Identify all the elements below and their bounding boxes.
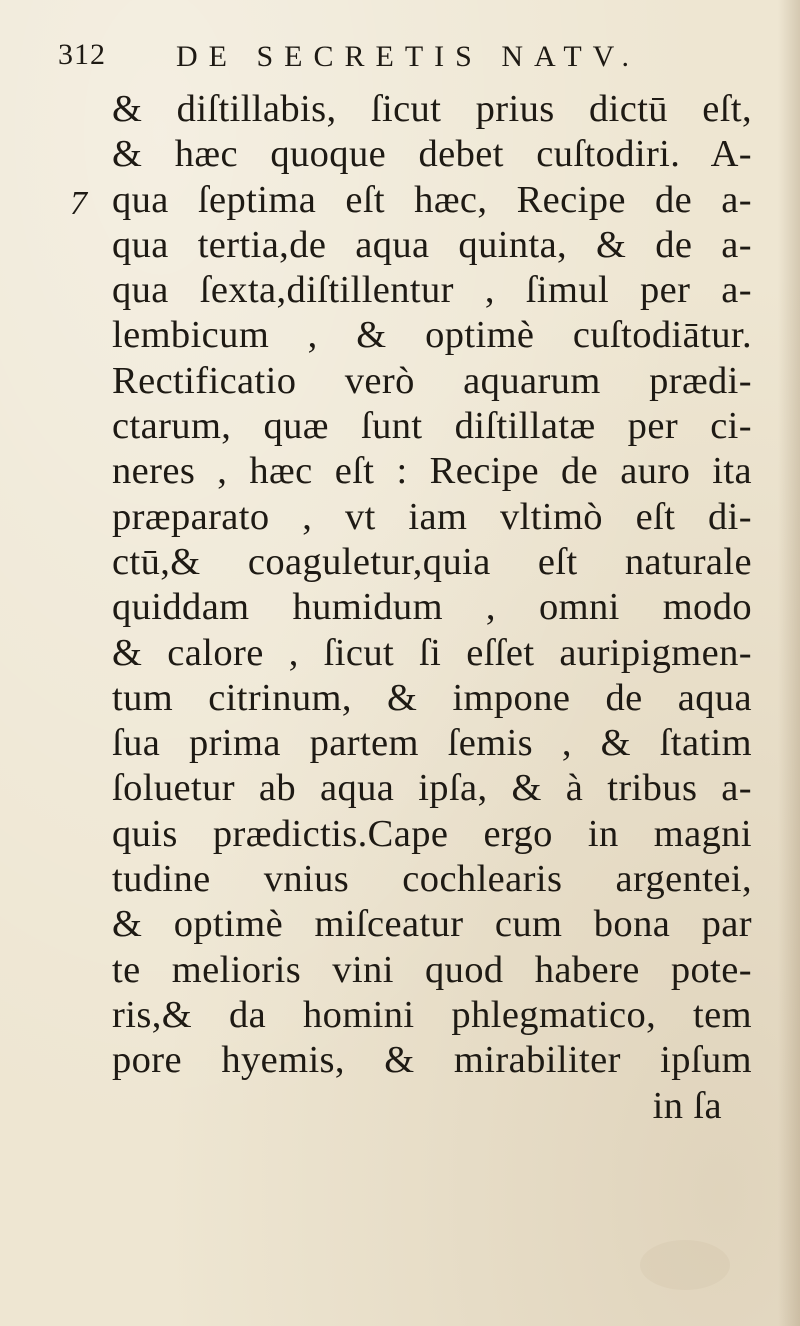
text-line: neres , hæc eſt : Recipe de auro ita [112,450,752,493]
catchword: in ſa [652,1084,722,1127]
text-line: qua ſexta,diſtillentur , ſimul per a- [112,269,752,312]
text-line: lembicum , & optimè cuſtodiātur. [112,314,752,357]
text-line: ctū,& coaguletur,quia eſt naturale [112,540,752,583]
text-line: ctarum, quæ ſunt diſtillatæ per ci- [112,405,752,448]
body-text [112,87,752,1129]
margin-numeral: 7 [70,185,87,222]
running-title: DE SECRETIS NATV. [176,40,640,73]
text-line: ris,& da homini phlegmatico, tem [112,993,752,1036]
paper-stain [640,1240,730,1290]
text-line: te melioris vini quod habere pote- [112,948,752,991]
text-line: & optimè miſceatur cum bona par [112,903,752,946]
text-line: ſoluetur ab aqua ipſa, & à tribus a- [112,767,752,810]
text-line: & calore , ſicut ſi eſſet auripigmen- [112,631,752,674]
text-line: tudine vnius cochlearis argentei, [112,858,752,901]
text-line: & diſtillabis, ſicut prius dictū eſt, [112,88,752,130]
text-line: tum citrinum, & impone de aqua [112,676,752,719]
text-line: qua ſeptima eſt hæc, Recipe de a- [112,178,752,221]
text-line: & hæc quoque debet cuſtodiri. A- [112,133,752,176]
text-line: pore hyemis, & mirabiliter ipſum [112,1039,752,1082]
text-line: præparato , vt iam vltimò eſt di- [112,495,752,538]
text-line: Rectificatio verò aquarum prædi- [112,359,752,402]
text-line: quis prædictis.Cape ergo in magni [112,812,752,855]
text-line: quiddam humidum , omni modo [112,586,752,629]
running-head [58,34,688,78]
text-line: qua tertia,de aqua quinta, & de a- [112,223,752,266]
page-number: 312 [58,38,106,71]
text-line: ſua prima partem ſemis , & ſtatim [112,722,752,765]
